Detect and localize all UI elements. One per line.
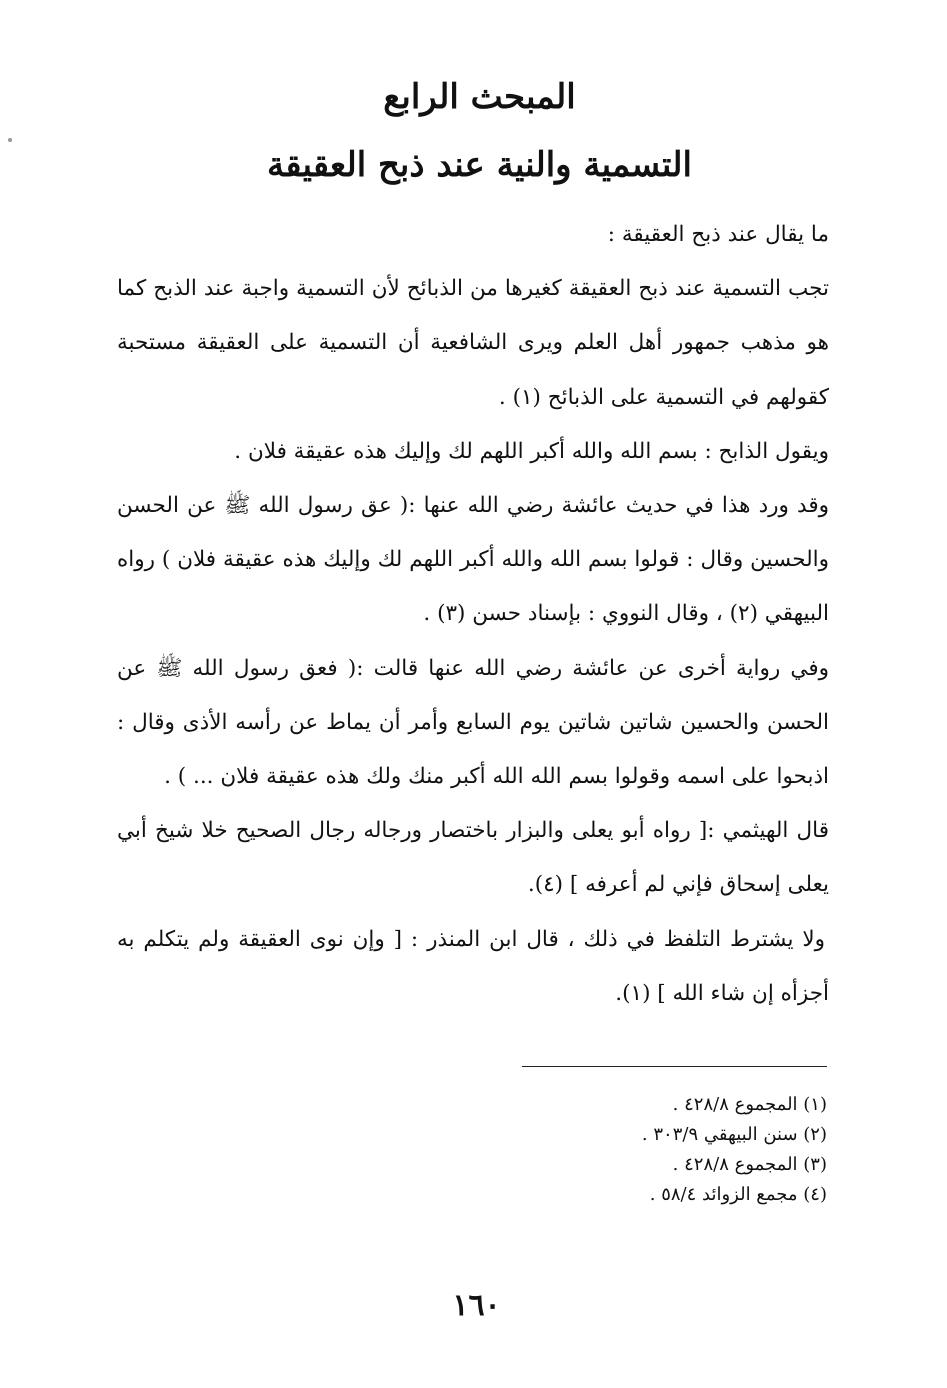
- footnote-divider: [522, 1066, 827, 1067]
- body-text: [117, 208, 829, 1021]
- footnote: (٢) سنن البيهقي ٣٠٣/٩ .: [641, 1124, 827, 1145]
- section-heading: المبحث الرابع: [383, 77, 576, 117]
- paragraph: وقد ورد هذا في حديث عائشة رضي الله عنها :( عق رسول الله ﷺ عن الحسن والحسين وقال : قولوا بسم الله والله أكبر اللهم لك وإليك هذه عقيقة فلان ) رواه البيهقي (٢) ، وقال النووي : بإسناد حسن (٣) .: [117, 493, 829, 627]
- paragraph: ويقول الذابح : بسم الله والله أكبر اللهم لك وإليك هذه عقيقة فلان .: [234, 438, 829, 464]
- paragraph-subheading: ما يقال عند ذبح العقيقة :: [607, 222, 829, 247]
- paragraph: قال الهيثمي :[ رواه أبو يعلى والبزار باختصار ورجاله رجال الصحيح خلا شيخ أبي يعلى إسحاق فإني لم أعرفه ] (٤).: [117, 818, 829, 898]
- footnote: (١) المجموع ٤٢٨/٨ .: [672, 1094, 827, 1115]
- scan-speck: [8, 138, 12, 142]
- footnote: (٤) مجمع الزوائد ٥٨/٤ .: [649, 1184, 827, 1205]
- footnote: (٣) المجموع ٤٢٨/٨ .: [672, 1154, 827, 1175]
- footnotes: [427, 1090, 827, 1210]
- paragraph: تجب التسمية عند ذبح العقيقة كغيرها من الذبائح لأن التسمية واجبة عند الذبح كما هو مذهب جمهور أهل العلم ويرى الشافعية أن التسمية على العقيقة مستحبة كقولهم في التسمية على الذبائح (١) .: [117, 276, 829, 410]
- paragraph: وفي رواية أخرى عن عائشة رضي الله عنها قالت :( فعق رسول الله ﷺ عن الحسن والحسين شاتين شاتين يوم السابع وأمر أن يماط عن رأسه الأذى وقال : اذبحوا على اسمه وقولوا بسم الله الله أكبر منك ولك هذه عقيقة فلان ... ) .: [117, 655, 829, 790]
- page-number: ١٦٠: [452, 1288, 501, 1323]
- chapter-title: التسمية والنية عند ذبح العقيقة: [267, 145, 692, 185]
- paragraph: ولا يشترط التلفظ في ذلك ، قال ابن المنذر : [ وإن نوى العقيقة ولم يتكلم به أجزأه إن شاء الله ] (١).: [117, 926, 829, 1006]
